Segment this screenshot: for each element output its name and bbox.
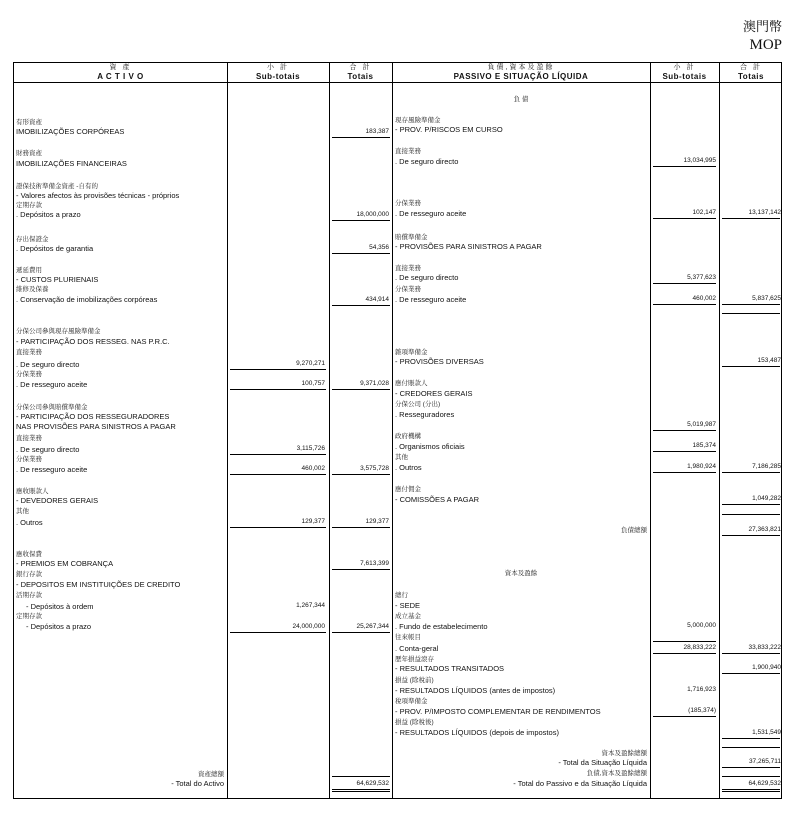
asset-zh: 財務資產: [16, 150, 42, 157]
underline: [722, 514, 780, 515]
liab-label: . De seguro directo: [395, 273, 459, 282]
underline: [332, 220, 390, 221]
liab-label: - PROV. P/RISCOS EM CURSO: [395, 125, 503, 134]
asset-subtotal: 100,757: [301, 380, 325, 387]
asset-zh: 資產總額: [198, 771, 224, 778]
liab-label: - PROVISÕES PARA SINISTROS A PAGAR: [395, 242, 542, 251]
asset-subtotal: 460,002: [301, 465, 325, 472]
liab-label: . Resseguradores: [395, 410, 455, 419]
underline: [230, 454, 326, 455]
asset-zh: 證保技術準備金資產 -自有的: [16, 183, 98, 190]
asset-total: 54,356: [369, 244, 389, 251]
liab-zh: 賠償準備金: [395, 234, 428, 241]
asset-subtotal: 129,377: [301, 518, 325, 525]
asset-total: 434,914: [365, 296, 389, 303]
underline: [332, 789, 390, 790]
liab-zh: 其他: [395, 454, 408, 461]
underline: [722, 313, 780, 314]
liab-total: 5,837,625: [752, 295, 781, 302]
header-rule: [14, 82, 781, 83]
asset-zh: 直接業務: [16, 349, 42, 356]
asset-subtotal: 1,267,344: [296, 602, 325, 609]
liab-subtotal: 5,019,987: [687, 421, 716, 428]
asset-label: . Conservação de imobilizações corpóreas: [16, 295, 158, 304]
liab-zh: 政府機構: [395, 433, 421, 440]
asset-label: . De resseguro aceite: [16, 380, 88, 389]
underline: [653, 283, 716, 284]
liab-zh: 總行: [395, 592, 408, 599]
balance-sheet: [13, 62, 782, 799]
col-divider: [392, 63, 393, 798]
asset-zh: 有形資產: [16, 119, 42, 126]
liab-label: - RESULTADOS LÍQUIDOS (antes de impostos): [395, 686, 556, 695]
underline: [653, 166, 716, 167]
total-debt-label: 負債總額: [621, 527, 647, 534]
underline: [332, 776, 390, 777]
liab-total: 7,186,285: [752, 463, 781, 470]
asset-zh: 定期存款: [16, 613, 42, 620]
liab-zh: 資本及盈餘總額: [601, 750, 647, 757]
underline: [653, 218, 716, 219]
underline: [653, 304, 716, 305]
liab-label: . Organismos oficiais: [395, 442, 465, 451]
asset-total: 9,371,028: [360, 380, 389, 387]
underline: [653, 472, 716, 473]
liab-zh: 歷年損益滾存: [395, 656, 434, 663]
liab-label: - PROV. P/IMPOSTO COMPLEMENTAR DE RENDIMENTOS: [395, 707, 601, 716]
liab-total: 1,049,282: [752, 495, 781, 502]
asset-label: - DEPOSITOS EM INSTITUIÇÕES DE CREDITO: [16, 580, 181, 589]
underline: [722, 791, 780, 792]
total-situacao-label: - Total da Situação Líquida: [558, 758, 647, 767]
header-totals-assets: 合 計 Totais: [347, 64, 374, 81]
asset-zh: 應收賬款人: [16, 488, 49, 495]
underline: [332, 305, 390, 306]
asset-zh: 維修及保養: [16, 286, 49, 293]
asset-label: - Depósitos à ordem: [26, 602, 94, 611]
liab-zh: 稅項準備金: [395, 698, 428, 705]
currency-code: MOP: [749, 37, 782, 53]
liab-label: . Outros: [395, 463, 422, 472]
underline: [722, 504, 780, 505]
asset-label: - PARTICIPAÇÃO DOS RESSEG. NAS P.R.C.: [16, 337, 170, 346]
asset-total: 18,000,000: [356, 211, 389, 218]
asset-subtotal: 3,115,726: [296, 445, 325, 452]
underline: [722, 535, 780, 536]
header-totals-liab: 合 計 Totais: [738, 64, 764, 81]
liab-subtotal: 1,980,924: [687, 463, 716, 470]
asset-zh: 分保業務: [16, 456, 42, 463]
asset-label: . De seguro directo: [16, 360, 80, 369]
liab-label: . De resseguro aceite: [395, 295, 467, 304]
total-situacao-value: 37,265,711: [748, 758, 781, 765]
underline: [332, 253, 390, 254]
liab-total: 13,137,142: [748, 209, 781, 216]
asset-zh: 存出保證金: [16, 236, 49, 243]
liab-subtotal: 185,374: [692, 442, 716, 449]
asset-zh: 定期存款: [16, 202, 42, 209]
underline: [230, 389, 326, 390]
underline: [722, 767, 780, 768]
asset-total: 3,575,728: [360, 465, 389, 472]
underline: [332, 389, 390, 390]
asset-zh: 分保公司參與賠償準備金: [16, 404, 88, 411]
asset-label: - PREMIOS EM COBRANÇA: [16, 559, 114, 568]
asset-total: 25,267,344: [356, 623, 389, 630]
underline: [722, 653, 780, 654]
liab-label: . De resseguro aceite: [395, 209, 467, 218]
liab-label: . Fundo de estabelecimento: [395, 622, 488, 631]
liab-zh: 應付賬款人: [395, 380, 428, 387]
total-passivo-label: - Total do Passivo e da Situação Líquida: [513, 779, 647, 788]
asset-subtotal: 9,270,271: [296, 360, 325, 367]
underline: [230, 632, 326, 633]
liab-label: - SEDE: [395, 601, 421, 610]
underline: [653, 641, 716, 642]
asset-total: 7,613,399: [360, 560, 389, 567]
liab-label: - COMISSÕES A PAGAR: [395, 495, 480, 504]
underline: [722, 789, 780, 790]
underline: [653, 451, 716, 452]
asset-zh: 分保公司參與現存風險準備金: [16, 328, 101, 335]
asset-total: 183,387: [365, 128, 389, 135]
asset-zh: 分保業務: [16, 371, 42, 378]
header-subtotals-liab: 小 計 Sub-totais: [662, 64, 707, 81]
liab-zh: 分保業務: [395, 286, 421, 293]
header-assets: 資 產 A C T I V O: [97, 64, 144, 81]
total-assets-value: 64,629,532: [356, 780, 389, 787]
liab-total: 1,900,940: [752, 664, 781, 671]
liab-zh: 應付佣金: [395, 486, 421, 493]
col-divider: [719, 63, 720, 798]
currency-chinese: 澳門幣: [742, 20, 782, 35]
liab-zh: 分保公司 (分出): [395, 401, 441, 408]
liab-zh: 直接業務: [395, 265, 421, 272]
asset-label: - CUSTOS PLURIENAIS: [16, 275, 99, 284]
header-liabilities: 負債,資本及盈餘 PASSIVO E SITUAÇÃO LÍQUIDA: [453, 64, 589, 81]
liab-zh: 分保業務: [395, 200, 421, 207]
liab-subtotal: 5,000,000: [687, 622, 716, 629]
liab-zh: 直接業務: [395, 148, 421, 155]
asset-label: - Depósitos a prazo: [26, 622, 92, 631]
asset-total: 129,377: [365, 518, 389, 525]
underline: [722, 366, 780, 367]
liab-zh: 雜項準備金: [395, 349, 428, 356]
liab-zh: 現存風險準備金: [395, 117, 441, 124]
liab-subtotal: 28,833,222: [683, 644, 716, 651]
underline: [722, 776, 780, 777]
section-capital: 資本及盈餘: [504, 570, 538, 577]
liab-subtotal: 102,147: [692, 209, 716, 216]
liab-label: . De seguro directo: [395, 157, 459, 166]
liab-zh: 損益 (除稅後): [395, 719, 434, 726]
underline: [722, 738, 780, 739]
asset-subtotal: 24,000,000: [292, 623, 325, 630]
liab-label: - RESULTADOS LÍQUIDOS (depois de impostos): [395, 728, 559, 737]
underline: [722, 472, 780, 473]
underline: [653, 430, 716, 431]
asset-label: - Valores afectos às provisões técnicas - próprios: [16, 191, 180, 200]
liab-label: - CREDORES GERAIS: [395, 389, 473, 398]
asset-label: NAS PROVISÕES PARA SINISTROS A PAGAR: [16, 422, 176, 431]
section-liabilities: 負 債: [513, 96, 529, 103]
underline: [230, 369, 326, 370]
liab-subtotal: 5,377,623: [687, 274, 716, 281]
underline: [332, 474, 390, 475]
liab-label: - RESULTADOS TRANSITADOS: [395, 664, 505, 673]
underline: [722, 747, 780, 748]
liab-zh: 往來帳目: [395, 634, 421, 641]
asset-zh: 其他: [16, 508, 29, 515]
liab-zh: 負債,資本及盈餘總額: [586, 770, 647, 777]
asset-label: . Depósitos de garantia: [16, 244, 94, 253]
liab-zh: 損益 (除稅前): [395, 677, 434, 684]
col-divider: [227, 63, 228, 798]
liab-subtotal: 13,034,995: [683, 157, 716, 164]
liab-label: - PROVISÕES DIVERSAS: [395, 357, 484, 366]
liab-total: 1,531,549: [752, 729, 781, 736]
underline: [722, 673, 780, 674]
asset-label: IMOBILIZAÇÕES FINANCEIRAS: [16, 159, 127, 168]
total-passivo-value: 64,629,532: [748, 780, 781, 787]
asset-label: . De resseguro aceite: [16, 465, 88, 474]
asset-zh: 應收保費: [16, 551, 42, 558]
total-debt-value: 27,363,821: [748, 526, 781, 533]
asset-zh: 遞延費用: [16, 267, 42, 274]
underline: [332, 632, 390, 633]
liab-zh: 成立基金: [395, 613, 421, 620]
underline: [653, 716, 716, 717]
underline: [332, 569, 390, 570]
header-subtotals-assets: 小 計 Sub-totais: [255, 64, 301, 81]
underline: [230, 527, 326, 528]
asset-label: IMOBILIZAÇÕES CORPÓREAS: [16, 127, 125, 136]
underline: [722, 218, 780, 219]
underline: [332, 527, 390, 528]
asset-label: . Depósitos a prazo: [16, 210, 81, 219]
asset-zh: 直接業務: [16, 435, 42, 442]
underline: [722, 304, 780, 305]
liab-total: 153,487: [757, 357, 781, 364]
liab-subtotal: (185,374): [688, 707, 716, 714]
total-assets-label: - Total do Activo: [171, 779, 224, 788]
liab-subtotal: 460,002: [692, 295, 716, 302]
asset-label: . Outros: [16, 518, 43, 527]
liab-total: 33,833,222: [748, 644, 781, 651]
underline: [332, 137, 390, 138]
asset-label: - PARTICIPAÇÃO DOS RESSEGURADORES: [16, 412, 170, 421]
asset-label: . De seguro directo: [16, 445, 80, 454]
asset-label: - DEVEDORES GERAIS: [16, 496, 99, 505]
underline: [653, 653, 716, 654]
col-divider: [329, 63, 330, 798]
underline: [230, 474, 326, 475]
liab-label: . Conta-geral: [395, 644, 439, 653]
asset-zh: 銀行存款: [16, 571, 42, 578]
asset-zh: 活期存款: [16, 592, 42, 599]
underline: [332, 791, 390, 792]
liab-subtotal: 1,716,923: [687, 686, 716, 693]
